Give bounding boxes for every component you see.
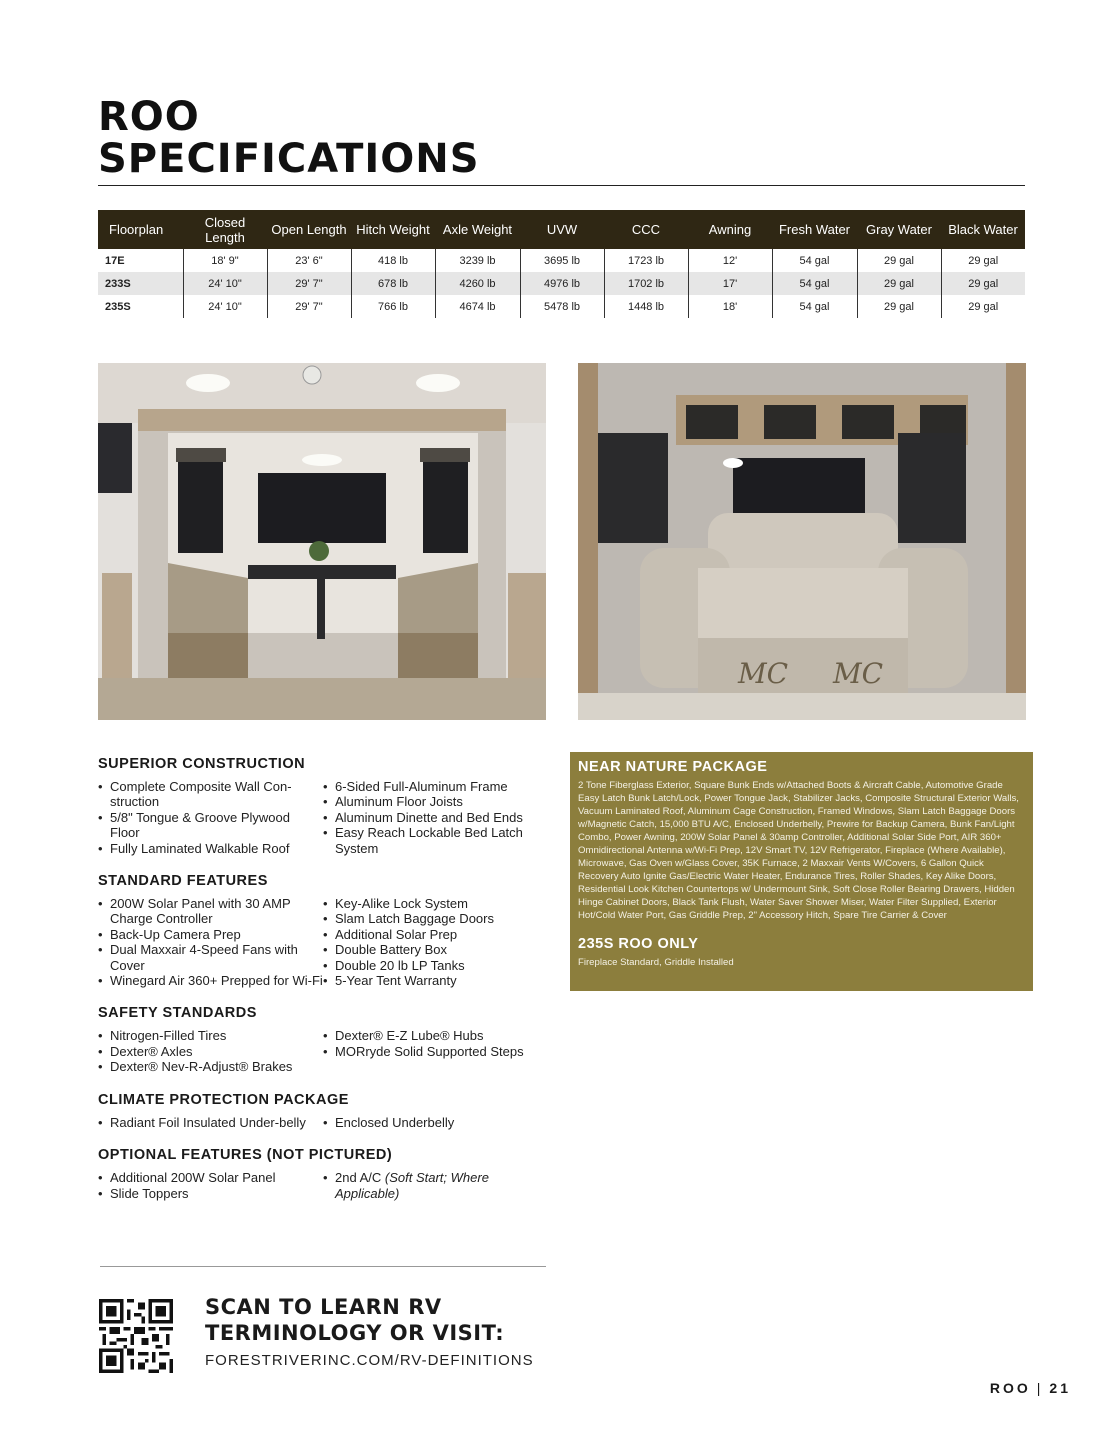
list-item: • Dexter® Nev-R-Adjust® Brakes — [98, 1059, 323, 1074]
list-item: • Aluminum Dinette and Bed Ends — [323, 810, 548, 825]
section-heading: OPTIONAL FEATURES (NOT PICTURED) — [98, 1147, 393, 1164]
list-item: • Double 20 lb LP Tanks — [323, 958, 548, 973]
item-text: 2nd A/C — [335, 1170, 382, 1186]
climate-protection-section — [98, 1092, 548, 1130]
page-footer — [990, 1380, 1071, 1396]
cell: 29' 7" — [267, 272, 351, 295]
cell: 29 gal — [857, 295, 941, 318]
list-item: • MORryde Solid Supported Steps — [323, 1044, 548, 1059]
footer-brand: ROO — [989, 1380, 1031, 1396]
list-item: • Dexter® Axles — [98, 1044, 323, 1059]
header-fresh-water: Fresh Water — [772, 210, 857, 249]
cell: 1702 lb — [604, 272, 688, 295]
cell-floorplan: 233S — [98, 272, 183, 295]
page-number: 21 — [1049, 1380, 1071, 1396]
list-item: • Easy Reach Lockable Bed Latch System — [323, 825, 548, 856]
list-item: • Enclosed Underbelly — [323, 1115, 548, 1130]
dinette-photo — [98, 363, 546, 720]
scan-heading — [205, 1294, 504, 1346]
cell: 3695 lb — [520, 249, 604, 272]
cell: 12' — [688, 249, 772, 272]
near-nature-body: 2 Tone Fiberglass Exterior, Square Bunk Ends w/Attached Boots & Aircraft Cable, Automotive Grade Easy Latch Bunk Latch/Lock, Power Tongue Jack, Stabilizer Jacks, Composite Structural Exterior Walls, Vacuum Laminated Roof, Aluminum Cage Construction, Framed Windows, Slam Latch Baggage Doors w/Magnetic Catch, 15,000 BTU A/C, Enclosed Underbelly, Prewire for Backup Camera, Bunk Fan/Light Combo, Power Awning, 200W Solar Panel & 30amp Controller, Additional Solar Side Port, AIR 360+ Omnidirectional Antenna w/Wi-Fi Prep, 12V Smart TV, 12V Refrigerator, Fireplace (Where Available), Microwave, Gas Oven w/Glass Cover, 35K Furnace, 2 Maxxair Vents W/Covers, 6 Gallon Quick Recovery Auto Ignite Gas/Electric Water Heater, Endurance Tires, Roller Shades, Key Alike Doors, Residential Look Kitchen Countertops w/ Undermount Sink, Soft Close Roller Bearing Drawers, Hidden Hinge Cabinet Doors, Black Tank Flush, Water Saver Shower Miser, Water Filter Supplied, Exterior Hot/Cold Water Port, Gas Griddle Prep, 2" Accessory Hitch, Spare Tire Carrier & Cover — [578, 780, 1019, 921]
section-heading: CLIMATE PROTECTION PACKAGE — [98, 1091, 349, 1108]
list-item: • Fully Laminated Walkable Roof — [98, 841, 323, 856]
cell: 418 lb — [351, 249, 435, 272]
cell: 678 lb — [351, 272, 435, 295]
title-divider — [98, 185, 1025, 186]
cell: 17' — [688, 272, 772, 295]
list-item: • Complete Composite Wall Con-struction — [98, 779, 323, 810]
list-item: • Additional 200W Solar Panel — [98, 1170, 323, 1185]
header-black-water: Black Water — [941, 210, 1025, 249]
near-nature-package-box — [570, 752, 1033, 991]
svg-text:MC: MC — [833, 657, 884, 690]
list-item: • Radiant Foil Insulated Under-belly — [98, 1115, 323, 1130]
list-item: • Double Battery Box — [323, 942, 548, 957]
cell: 18' — [688, 295, 772, 318]
roo-only-heading: 235S ROO ONLY — [578, 936, 699, 952]
title-line-2: SPECIFICATIONS — [98, 136, 480, 182]
item-note: (Soft Start; Where Applicable) — [335, 1170, 489, 1201]
header-floorplan: Floorplan — [98, 210, 183, 249]
list-item: • Dual Maxxair 4-Speed Fans with Cover — [98, 942, 323, 973]
cell: 54 gal — [772, 272, 857, 295]
table-row — [98, 295, 1025, 318]
section-heading: SAFETY STANDARDS — [98, 1005, 257, 1022]
header-hitch-weight: Hitch Weight — [351, 210, 435, 249]
cell: 4260 lb — [435, 272, 520, 295]
optional-features-section — [98, 1147, 548, 1201]
cell: 23' 6" — [267, 249, 351, 272]
near-nature-heading: NEAR NATURE PACKAGE — [578, 759, 768, 775]
list-item: • Additional Solar Prep — [323, 927, 548, 942]
cell: 5478 lb — [520, 295, 604, 318]
cell: 1723 lb — [604, 249, 688, 272]
list-item: • Winegard Air 360+ Prepped for Wi-Fi — [98, 973, 323, 988]
specifications-table — [98, 210, 1025, 318]
header-uvw: UVW — [520, 210, 604, 249]
section-heading: STANDARD FEATURES — [98, 873, 268, 890]
scan-line-1: SCAN TO LEARN RV — [205, 1295, 442, 1319]
list-item: • Slide Toppers — [98, 1186, 323, 1201]
list-item: • 6-Sided Full-Aluminum Frame — [323, 779, 548, 794]
standard-features-section — [98, 873, 548, 988]
table-header-row — [98, 210, 1025, 249]
table-row — [98, 249, 1025, 272]
svg-text:MC: MC — [738, 657, 789, 690]
section-heading: SUPERIOR CONSTRUCTION — [98, 756, 306, 772]
safety-standards-section — [98, 1005, 548, 1074]
header-awning: Awning — [688, 210, 772, 249]
loveseat-photo — [578, 363, 1026, 720]
cell: 18' 9" — [183, 249, 267, 272]
cell: 4976 lb — [520, 272, 604, 295]
title-line-1: ROO — [98, 94, 200, 140]
definitions-link[interactable]: FORESTRIVERINC.COM/RV-DEFINITIONS — [205, 1352, 534, 1369]
cell: 4674 lb — [435, 295, 520, 318]
list-item: • Nitrogen-Filled Tires — [98, 1028, 323, 1043]
footer-separator: | — [1036, 1380, 1044, 1396]
qr-code-icon[interactable] — [99, 1299, 173, 1373]
cell: 29 gal — [857, 272, 941, 295]
list-item — [323, 1170, 548, 1201]
cell: 24' 10" — [183, 295, 267, 318]
features-column — [98, 756, 548, 1218]
header-ccc: CCC — [604, 210, 688, 249]
list-item: • Aluminum Floor Joists — [323, 794, 548, 809]
cell: 29 gal — [857, 249, 941, 272]
superior-construction-section — [98, 756, 548, 856]
cell: 1448 lb — [604, 295, 688, 318]
roo-only-body: Fireplace Standard, Griddle Installed — [578, 957, 734, 968]
list-item: • Back-Up Camera Prep — [98, 927, 323, 942]
list-item: • 200W Solar Panel with 30 AMP Charge Controller — [98, 896, 323, 927]
cell: 29 gal — [941, 249, 1025, 272]
scan-line-2: TERMINOLOGY OR VISIT: — [205, 1321, 505, 1345]
header-closed-length: Closed Length — [183, 210, 267, 249]
header-open-length: Open Length — [267, 210, 351, 249]
cell-floorplan: 235S — [105, 300, 131, 313]
table-row — [98, 272, 1025, 295]
bottom-divider — [100, 1266, 546, 1267]
cell: 24' 10" — [183, 272, 267, 295]
cell: 766 lb — [351, 295, 435, 318]
cell: 29 gal — [941, 272, 1025, 295]
cell: 54 gal — [772, 249, 857, 272]
cell-floorplan: 17E — [105, 254, 125, 267]
list-item: • 5/8" Tongue & Groove Plywood Floor — [98, 810, 323, 841]
list-item: • Dexter® E-Z Lube® Hubs — [323, 1028, 548, 1043]
cell: 54 gal — [772, 295, 857, 318]
cell: 29' 7" — [267, 295, 351, 318]
page-title — [98, 96, 480, 180]
list-item: • Slam Latch Baggage Doors — [323, 911, 548, 926]
list-item: • Key-Alike Lock System — [323, 896, 548, 911]
cell: 3239 lb — [435, 249, 520, 272]
header-gray-water: Gray Water — [857, 210, 941, 249]
cell: 29 gal — [941, 295, 1025, 318]
header-axle-weight: Axle Weight — [435, 210, 520, 249]
list-item: • 5-Year Tent Warranty — [323, 973, 548, 988]
